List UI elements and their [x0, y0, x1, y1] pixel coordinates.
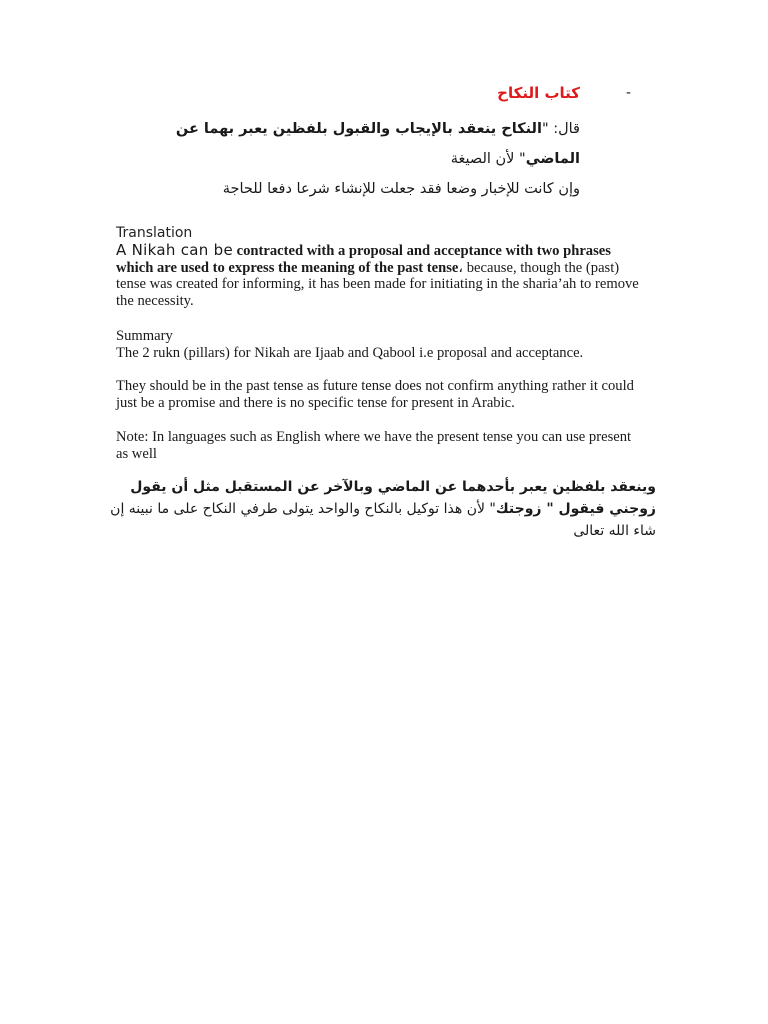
- translation-rest: ، because, though the (past) tense was created for informing, it has been made for initiating in the sharia’ah to remove the necessity.: [116, 259, 639, 309]
- arabic-quote-line-2: وإن كانت للإخبار وضعا فقد جعلت للإنشاء شرعا دفعا للحاجة: [222, 181, 580, 197]
- arabic-bottom-plain: " لأن هذا توكيل بالنكاح والواحد يتولى طرفي النكاح على ما نبينه إن شاء الله تعالى: [110, 501, 656, 539]
- arabic-bottom-paragraph: [96, 476, 656, 542]
- summary-section: [116, 328, 646, 362]
- arabic-quote: [110, 114, 580, 204]
- arabic-quote-line-1: [110, 114, 580, 174]
- note-paragraph: Note: In languages such as English where we have the present tense you can use present as well: [116, 429, 632, 462]
- arabic-bottom-bold: وينعقد بلفظين يعبر بأحدهما عن الماضي وبالآخر عن المستقبل مثل أن يقول زوجني فيقول " زوجتك: [130, 479, 656, 517]
- summary-heading: Summary: [116, 328, 173, 344]
- translation-bold: contracted with a proposal and acceptance with two phrases which are used to express the meaning of the past tense: [116, 243, 611, 276]
- heading-row: [0, 84, 768, 110]
- arabic-quote-suffix: " لأن الصيغة: [450, 151, 526, 167]
- heading-dash: -: [626, 84, 631, 101]
- past-tense-paragraph: They should be in the past tense as future tense does not confirm anything rather it could just be a promise and there is no specific tense for present in Arabic.: [116, 378, 634, 411]
- translation-label: Translation: [116, 225, 193, 241]
- translation-body: [116, 242, 646, 309]
- arabic-quote-bold: النكاح ينعقد بالإيجاب والقبول بلفظين يعبر بهما عن الماضي: [175, 121, 580, 167]
- arabic-quote-prefix: قال: ": [541, 121, 580, 137]
- translation-lead: A Nikah can be: [116, 241, 233, 259]
- arabic-chapter-title: كتاب النكاح: [497, 84, 580, 102]
- summary-text: The 2 rukn (pillars) for Nikah are Ijaab and Qabool i.e proposal and acceptance.: [116, 345, 584, 361]
